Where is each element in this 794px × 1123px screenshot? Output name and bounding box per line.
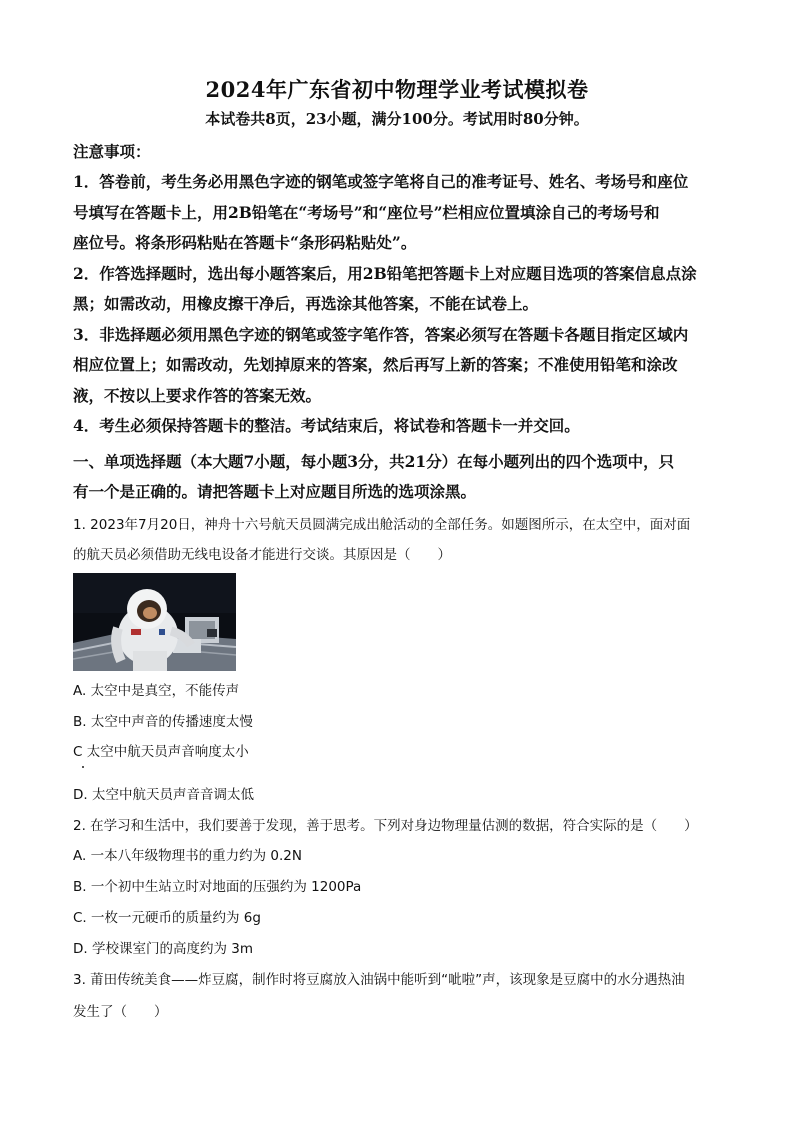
question-1-option: C 太空中航天员声音响度太小	[73, 744, 249, 760]
notes-line: 黑；如需改动，用橡皮擦干净后，再选涂其他答案，不能在试卷上。	[73, 294, 539, 313]
question-1-stem: 的航天员必须借助无线电设备才能进行交谈。其原因是（ ）	[73, 547, 451, 563]
question-1-stem: 1. 2023年7月20日，神舟十六号航天员圆满完成出舱活动的全部任务。如题图所示，在太空中，面对面	[73, 517, 691, 533]
notes-heading: 注意事项：	[73, 142, 151, 161]
question-3-stem: 3. 莆田传统美食——炸豆腐，制作时将豆腐放入油锅中能听到“呲啦”声，该现象是豆腐中的水分遇热油	[73, 972, 685, 988]
notes-line: 4．考生必须保持答题卡的整洁。考试结束后，将试卷和答题卡一并交回。	[73, 416, 580, 435]
notes-line: 3．非选择题必须用黑色字迹的钢笔或签字笔作答，答案必须写在答题卡各题目指定区域内	[73, 325, 689, 344]
question-2-option: B. 一个初中生站立时对地面的压强约为 1200Pa	[73, 879, 362, 895]
question-3-stem: 发生了（ ）	[73, 1004, 168, 1020]
question-2-option: A. 一本八年级物理书的重力约为 0.2N	[73, 848, 302, 864]
exam-subtitle: 本试卷共8页，23小题，满分100分。考试用时80分钟。	[205, 110, 589, 128]
astronaut-illustration	[73, 573, 236, 671]
question-2-option: D. 学校课室门的高度约为 3m	[73, 941, 254, 957]
notes-line: 2．作答选择题时，选出每小题答案后，用2B铅笔把答题卡上对应题目选项的答案信息点涂	[73, 264, 697, 283]
question-1-option: D. 太空中航天员声音音调太低	[73, 787, 254, 803]
stray-dot	[82, 766, 84, 768]
notes-line: 座位号。将条形码粘贴在答题卡“条形码粘贴处”。	[73, 233, 417, 252]
section-heading: 有一个是正确的。请把答题卡上对应题目所选的选项涂黑。	[73, 482, 477, 501]
notes-line: 1．答卷前，考生务必用黑色字迹的钢笔或签字笔将自己的准考证号、姓名、考场号和座位	[73, 172, 689, 191]
notes-line: 液，不按以上要求作答的答案无效。	[73, 386, 322, 405]
question-1-option: B. 太空中声音的传播速度太慢	[73, 714, 253, 730]
notes-line: 号填写在答题卡上，用2B铅笔在“考场号”和“座位号”栏相应位置填涂自己的考场号和	[73, 203, 660, 222]
question-1-option: A. 太空中是真空，不能传声	[73, 683, 240, 699]
question-2-option: C. 一枚一元硬币的质量约为 6g	[73, 910, 261, 926]
section-heading: 一、单项选择题（本大题7小题，每小题3分，共21分）在每小题列出的四个选项中，只	[73, 452, 675, 471]
exam-title: 2024年广东省初中物理学业考试模拟卷	[205, 77, 589, 102]
astronaut-photo	[73, 573, 236, 671]
question-2-stem: 2. 在学习和生活中，我们要善于发现，善于思考。下列对身边物理量估测的数据，符合实际的是（ ）	[73, 818, 698, 834]
notes-line: 相应位置上；如需改动，先划掉原来的答案，然后再写上新的答案；不准使用铅笔和涂改	[73, 355, 678, 374]
